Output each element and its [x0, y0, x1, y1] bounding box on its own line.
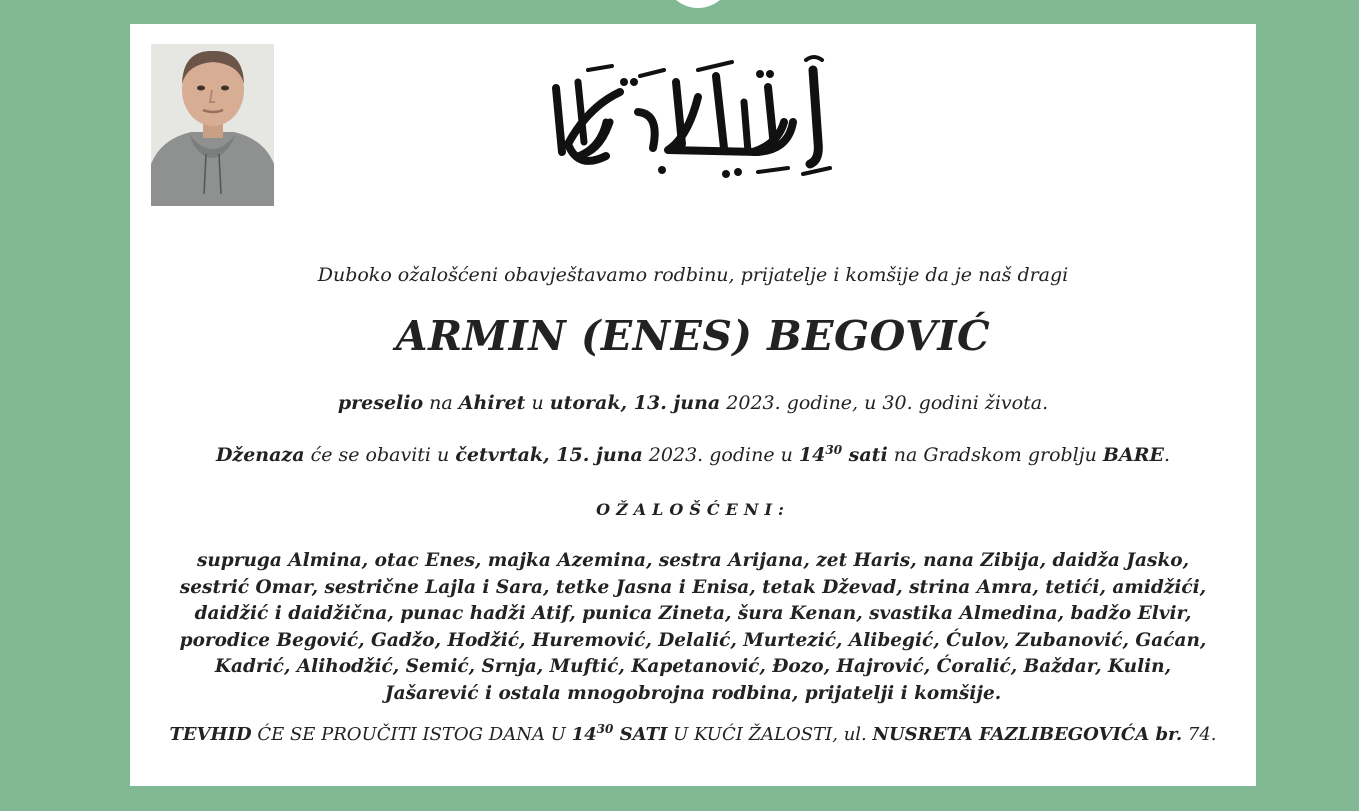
mourners-line: daidžić i daidžična, punac hadži Atif, punica Zineta, šura Kenan, svastika Almedina, badžo Elvir,: [194, 603, 1192, 624]
tevhid-text-3: 74.: [1182, 724, 1217, 745]
mourners-line: sestrić Omar, sestrične Lajla i Sara, tetke Jasna i Enisa, tetak Dževad, strina Amra, tetići, amidžići,: [179, 576, 1207, 598]
tevhid-sati: SATI: [613, 724, 668, 745]
death-date: utorak, 13. juna: [549, 392, 721, 414]
dzenaza-word: Dženaza: [215, 444, 305, 466]
cemetery-name: BARE: [1102, 444, 1164, 466]
ahiret-word: Ahiret: [458, 392, 526, 414]
dzenaza-text-2: 2023. godine u: [642, 444, 799, 466]
died-text-2: u: [525, 392, 550, 414]
funeral-sati: sati: [842, 444, 888, 466]
funeral-date: četvrtak, 15. juna: [455, 444, 643, 466]
funeral-minutes: 30: [825, 443, 843, 457]
dzenaza-text-4: .: [1164, 444, 1171, 466]
tevhid-address: NUSRETA FAZLIBEGOVIĆA br.: [872, 724, 1183, 745]
tevhid-word: TEVHID: [169, 724, 252, 745]
died-text-3: 2023. godine, u 30. godini života.: [720, 392, 1049, 414]
tevhid-hour: 14: [571, 724, 597, 745]
death-announcement: [130, 392, 1256, 414]
tevhid-announcement: [130, 724, 1256, 745]
died-word: preselio: [337, 392, 424, 414]
mourners-line: Jašarević i ostala mnogobrojna rodbina, prijatelji i komšije.: [384, 682, 1002, 704]
mourners-line: supruga Almina, otac Enes, majka Azemina, sestra Arijana, zet Haris, nana Zibija, daidža Jasko,: [196, 550, 1190, 571]
mourners-line: Kadrić, Alihodžić, Semić, Srnja, Muftić, Kapetanović, Đozo, Hajrović, Ćoralić, Baždar, Kulin,: [214, 656, 1172, 677]
mourners-heading: OŽALOŠĆENI:: [596, 500, 790, 519]
funeral-hour: 14: [798, 444, 826, 466]
deceased-name: ARMIN (ENES) BEGOVIĆ: [395, 312, 991, 360]
dzenaza-text-3: na Gradskom groblju: [887, 444, 1103, 466]
intro-text: Duboko ožalošćeni obavještavamo rodbinu, prijatelje i komšije da je naš dragi: [317, 264, 1069, 286]
mourners-list: [158, 548, 1228, 707]
tevhid-text-1: ĆE SE PROUČITI ISTOG DANA U: [251, 724, 572, 745]
portrait-photo: [151, 44, 274, 206]
mourners-line: porodice Begović, Gadžo, Hodžić, Huremović, Delalić, Murtezić, Alibegić, Ćulov, Zubanović, Gaćan,: [179, 629, 1207, 651]
tevhid-text-2: U KUĆI ŽALOSTI, ul.: [667, 724, 873, 745]
dzenaza-text-1: će se obaviti u: [304, 444, 456, 466]
arabic-calligraphy-logo: [548, 52, 848, 202]
top-circle-decoration: [664, 0, 732, 8]
funeral-announcement: [130, 444, 1256, 466]
tevhid-minutes: 30: [596, 722, 614, 736]
obituary-card: [130, 24, 1256, 786]
died-text-1: na: [423, 392, 459, 414]
